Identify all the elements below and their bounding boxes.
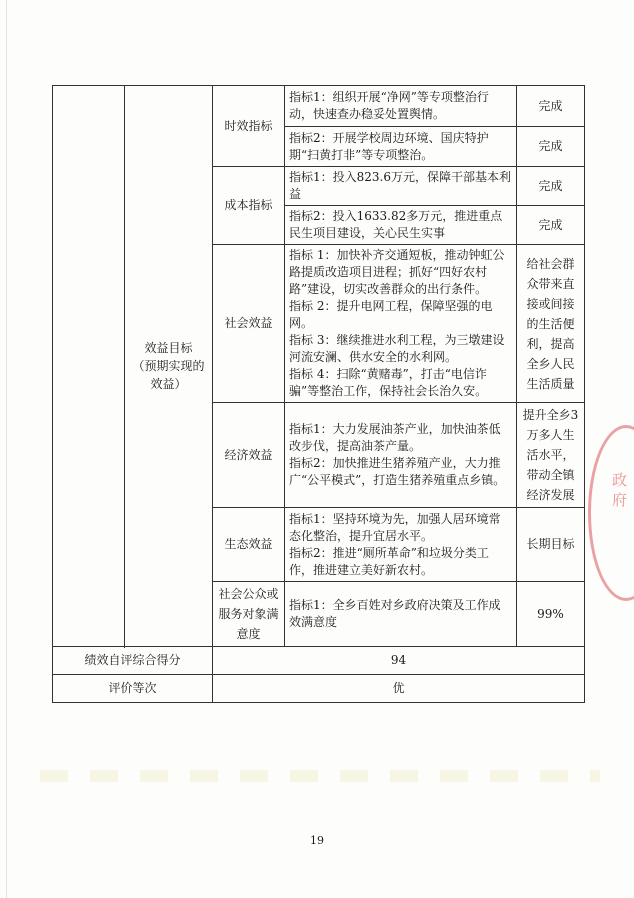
grade-label: 评价等次 xyxy=(53,675,213,703)
sub-label: 时效指标 xyxy=(213,86,285,167)
grade-value: 优 xyxy=(213,675,585,703)
sub-label: 成本指标 xyxy=(213,167,285,245)
performance-table xyxy=(52,85,585,703)
sub-label: 社会效益 xyxy=(213,245,285,403)
sub-label: 经济效益 xyxy=(213,403,285,508)
value-cell: 完成 xyxy=(517,86,585,127)
value-cell: 给社会群众带来直接或间接的生活便利，提高全乡人民生活质量 xyxy=(517,245,585,403)
score-label: 绩效自评综合得分 xyxy=(53,647,213,675)
indicator-cell: 指标1：投入823.6万元，保障干部基本利益 xyxy=(285,167,517,206)
indicator-cell: 指标2：开展学校周边环境、国庆特护期“扫黄打非”等专项整治。 xyxy=(285,127,517,167)
indicator-cell: 指标 1：加快补齐交通短板，推动钟虹公路提质改造项目进程；抓好“四好农村路”建设，切实改善群众的出行条件。 指标 2：提升电网工程，保障坚强的电网。 指标 3：继续推进水利工程，为三墩建设河流安澜、供水安全的水利网。 指标 4：扫除“黄赌毒”，打击“电信诈骗”等整治工作，保持社会长治久安。 xyxy=(285,245,517,403)
value-cell: 99% xyxy=(517,582,585,647)
indicator-cell: 指标1：组织开展“净网”等专项整治行动，快速查办稳妥处置舆情。 xyxy=(285,86,517,127)
indicator-cell: 指标1：全乡百姓对乡政府决策及工作成效满意度 xyxy=(285,582,517,647)
group-label: 效益目标 （预期实现的效益） xyxy=(125,86,213,647)
bleed-through xyxy=(40,770,600,782)
page-edge xyxy=(6,0,7,898)
score-value: 94 xyxy=(213,647,585,675)
official-seal xyxy=(588,425,634,601)
blank-left-cell xyxy=(53,86,125,647)
indicator-cell: 指标1：坚持环境为先，加强人居环境常态化整治，提升宜居水平。 指标2：推进“厕所革命”和垃圾分类工作，推进建立美好新农村。 xyxy=(285,508,517,582)
indicator-cell: 指标2：投入1633.82多万元，推进重点民生项目建设，关心民生实事 xyxy=(285,206,517,245)
value-cell: 完成 xyxy=(517,127,585,167)
seal-text: 政府 xyxy=(612,471,628,509)
value-cell: 提升全乡3万多人生活水平，带动全镇经济发展 xyxy=(517,403,585,508)
indicator-cell: 指标1：大力发展油茶产业，加快油茶低改步伐，提高油茶产量。 指标2：加快推进生猪养殖产业，大力推广“公平模式”，打造生猪养殖重点乡镇。 xyxy=(285,403,517,508)
sub-label: 生态效益 xyxy=(213,508,285,582)
sub-label: 社会公众或服务对象满意度 xyxy=(213,582,285,647)
value-cell: 完成 xyxy=(517,206,585,245)
page-number: 19 xyxy=(310,834,324,847)
value-cell: 完成 xyxy=(517,167,585,206)
value-cell: 长期目标 xyxy=(517,508,585,582)
